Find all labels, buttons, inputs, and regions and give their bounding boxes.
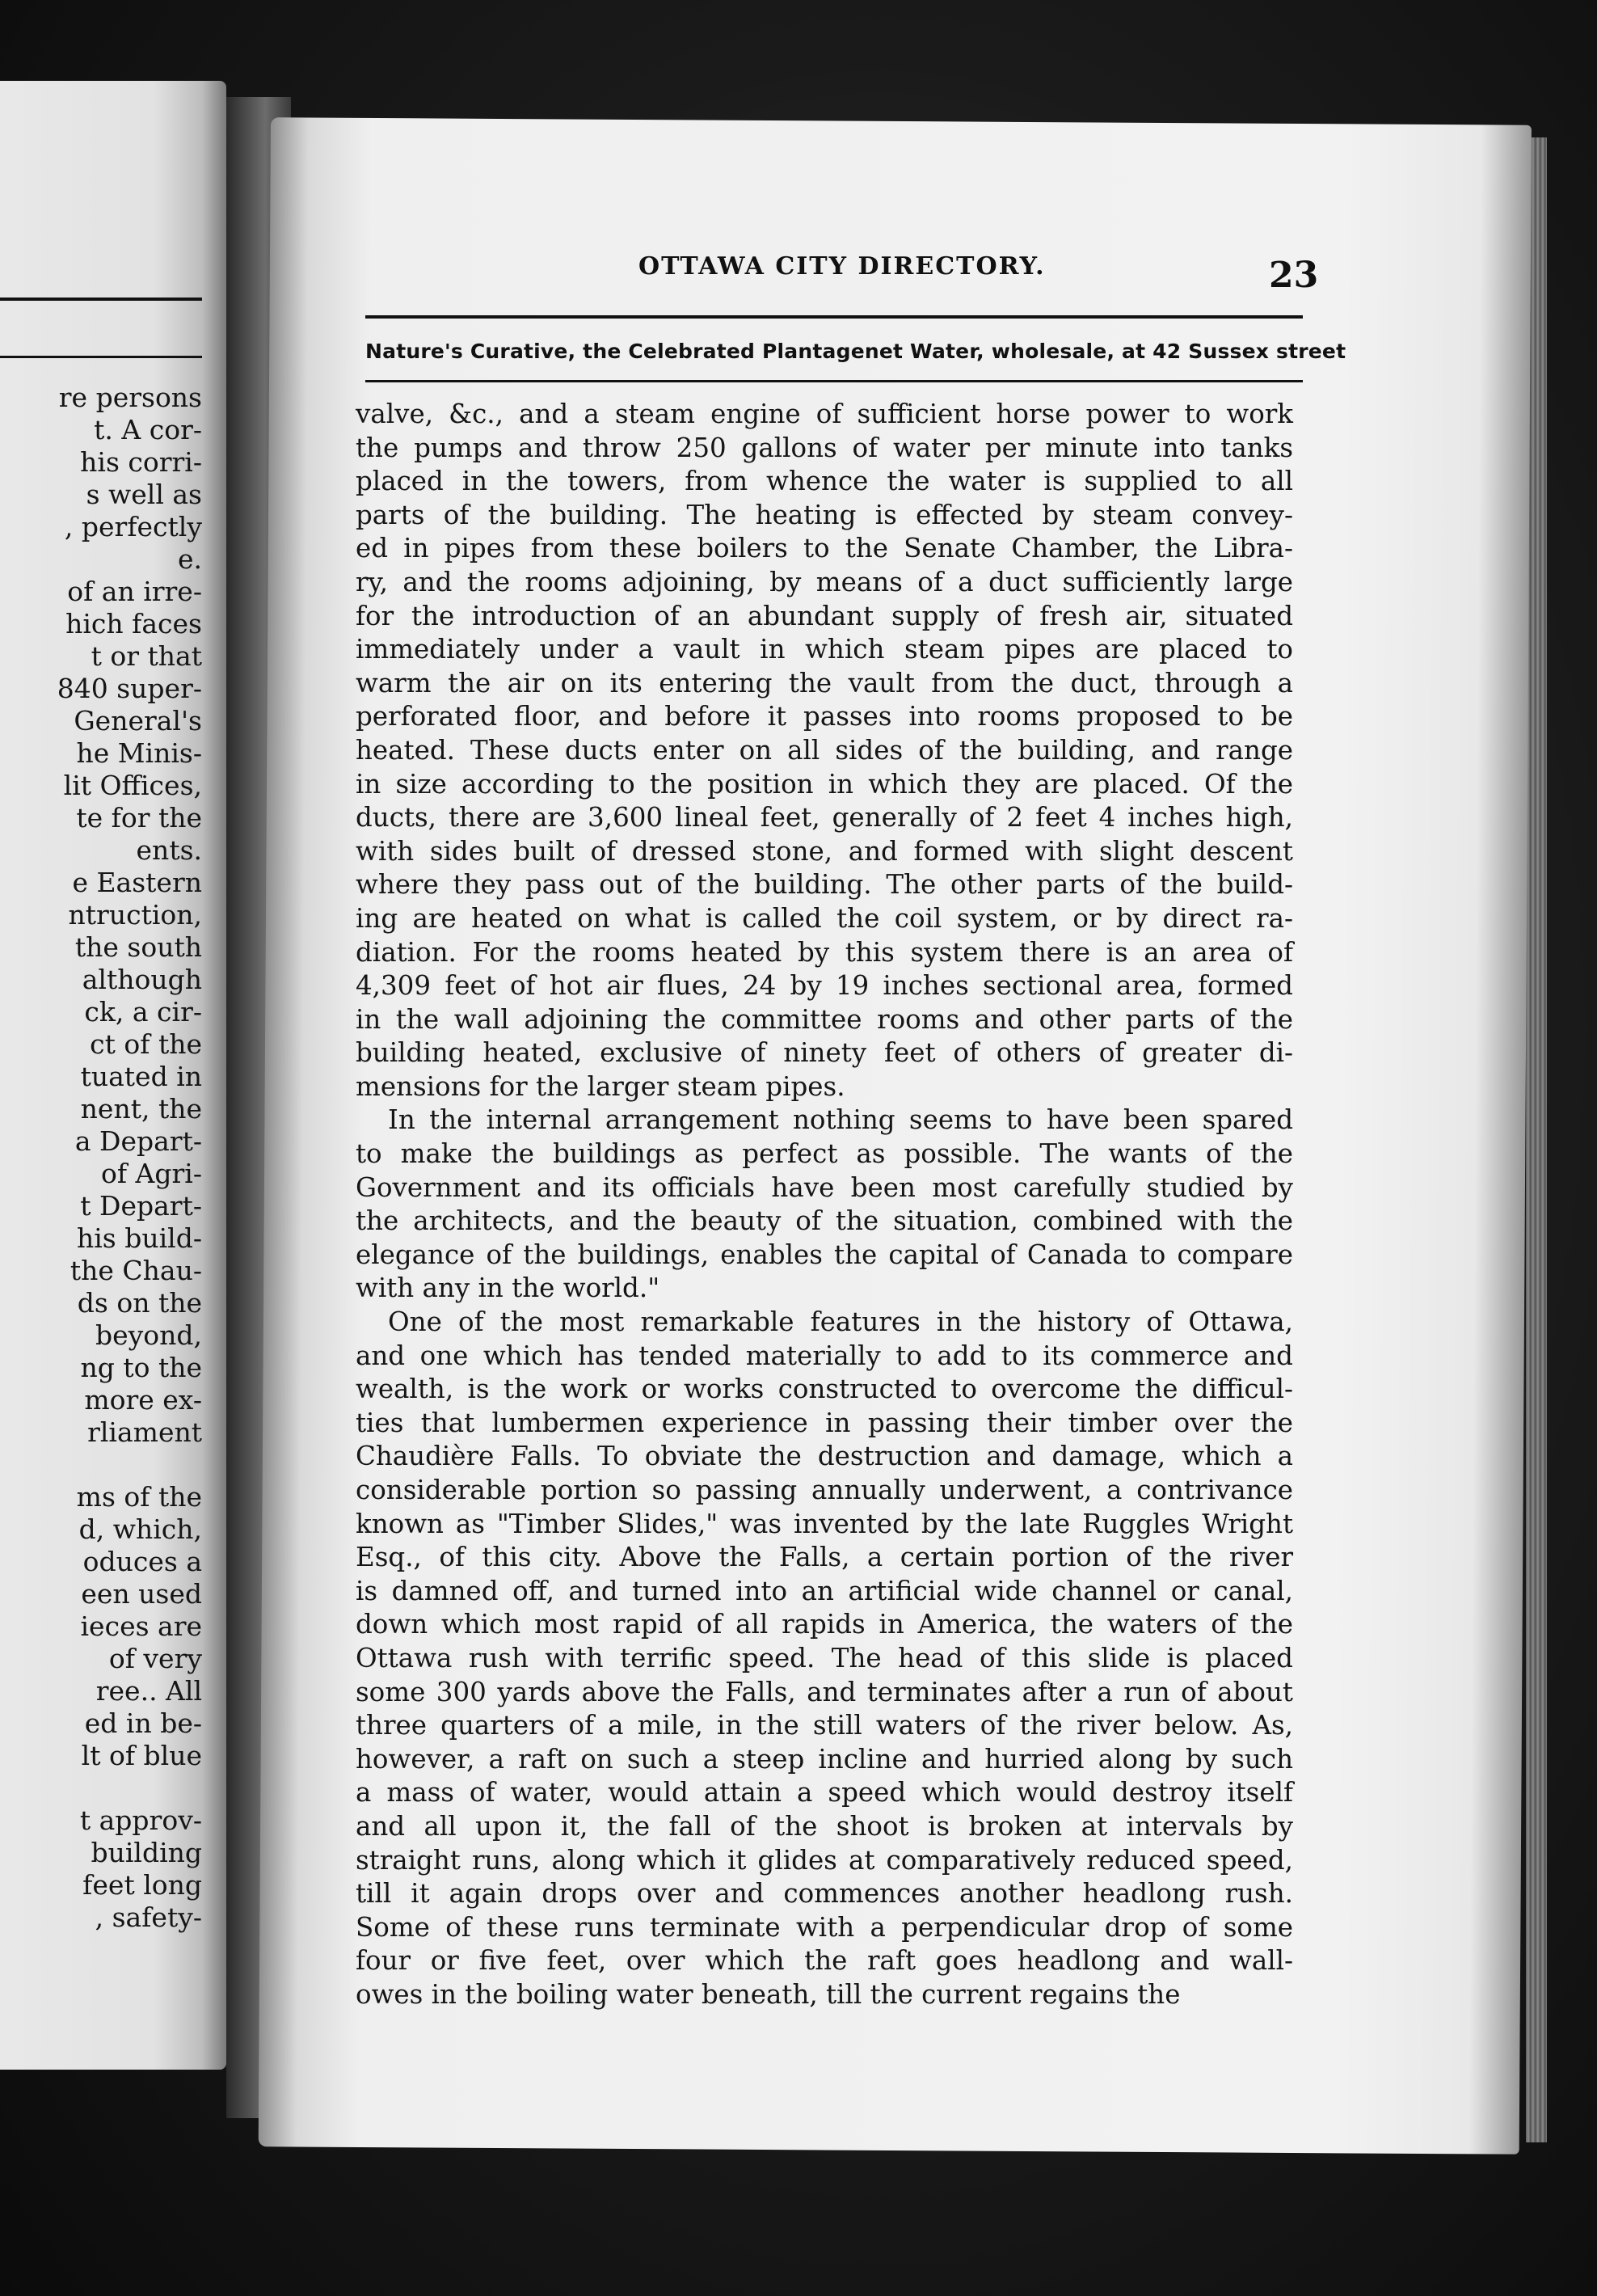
text-line: One of the most remarkable features in the history of Ottawa, (388, 1306, 1293, 1338)
left-page-line: nent, the (80, 1093, 202, 1125)
left-page-line: ck, a cir- (84, 996, 202, 1028)
left-page-line (0, 1449, 202, 1481)
left-page-line: his corri- (80, 446, 202, 478)
left-page-line: his build- (77, 1222, 202, 1254)
left-page-line: lit Offices, (63, 770, 202, 801)
text-line: in size according to the position in which they are placed. Of the (356, 768, 1293, 800)
left-page-line: of an irre- (67, 576, 202, 607)
text-line: with any in the world." (356, 1273, 660, 1304)
text-line: mensions for the larger steam pipes. (356, 1070, 845, 1102)
text-line: Government and its officials have been most carefully studied by (356, 1171, 1293, 1203)
text-line: Some of these runs terminate with a perpendicular drop of some (356, 1911, 1293, 1943)
left-page-line: t. A cor- (94, 414, 202, 445)
text-line: and all upon it, the fall of the shoot is broken at intervals by (356, 1810, 1293, 1842)
text-line: ducts, there are 3,600 lineal feet, generally of 2 feet 4 inches high, (356, 802, 1293, 834)
text-line: the architects, and the beauty of the situation, combined with the (356, 1205, 1293, 1237)
left-page-line: ms of the (76, 1481, 202, 1513)
left-page-line: a Depart- (74, 1125, 202, 1157)
left-page-line: e. (177, 543, 202, 575)
left-page-line (0, 1772, 202, 1804)
text-line: placed in the towers, from whence the water is supplied to all (356, 466, 1293, 497)
left-page-line: ents. (136, 834, 202, 866)
text-line: with sides built of dressed stone, and formed with slight descent (356, 835, 1293, 867)
left-page-line: General's (74, 705, 202, 736)
left-page-line: tuated in (80, 1061, 202, 1092)
text-line: some 300 yards above the Falls, and terminates after a run of about (356, 1676, 1293, 1707)
text-line: till it again drops over and commences another headlong rush. (356, 1878, 1293, 1910)
advertisement-line: Nature's Curative, the Celebrated Plantagenet Water, wholesale, at 42 Sussex street (365, 340, 1346, 363)
left-page-line: lt of blue (81, 1740, 202, 1771)
text-line: three quarters of a mile, in the still waters of the river below. As, (356, 1710, 1293, 1741)
text-line: valve, &c., and a steam engine of sufficient horse power to work (356, 399, 1293, 429)
left-page-line: the Chau- (70, 1255, 202, 1286)
header-rule-top (365, 315, 1303, 319)
left-page-line: t approv- (79, 1804, 202, 1836)
running-head-title: OTTAWA CITY DIRECTORY. (638, 252, 1046, 281)
body-text (356, 398, 1293, 2012)
left-page-line: rliament (87, 1416, 202, 1448)
text-line: perforated floor, and before it passes into rooms proposed to be (356, 701, 1293, 732)
text-line: owes in the boiling water beneath, till the current regains the (356, 1978, 1181, 2010)
left-page-line: building (91, 1837, 202, 1868)
text-line: ed in pipes from these boilers to the Senate Chamber, the Libra- (356, 533, 1293, 564)
left-page-line: although (82, 964, 202, 995)
text-line: ties that lumbermen experience in passing their timber over the (356, 1407, 1293, 1438)
text-line: heated. These ducts enter on all sides of the building, and range (356, 734, 1293, 766)
text-line: however, a raft on such a steep incline and hurried along by such (356, 1743, 1293, 1775)
left-page-text (0, 382, 202, 1934)
left-page-line: more ex- (84, 1384, 202, 1416)
left-page-line: ds on the (77, 1287, 202, 1319)
text-line: considerable portion so passing annually underwent, a contrivance (356, 1475, 1293, 1505)
text-line: ry, and the rooms adjoining, by means of a duct sufficiently large (356, 566, 1293, 597)
left-page-rule-top (0, 298, 202, 301)
text-line: four or five feet, over which the raft goes headlong and wall- (356, 1945, 1293, 1977)
left-page-line: e Eastern (72, 867, 202, 898)
page-number: 23 (1269, 255, 1319, 296)
left-page (0, 81, 226, 2070)
text-line: straight runs, along which it glides at comparatively reduced speed, (356, 1844, 1293, 1876)
left-page-line: 840 super- (57, 673, 202, 704)
left-page-line: s well as (86, 479, 202, 510)
left-page-line: hich faces (65, 608, 202, 639)
text-line: known as "Timber Slides," was invented by the late Ruggles Wright (356, 1508, 1293, 1539)
left-page-line: ieces are (80, 1610, 202, 1642)
left-page-line: beyond, (95, 1319, 202, 1351)
left-page-line: of very (108, 1643, 202, 1674)
text-line: down which most rapid of all rapids in America, the waters of the (356, 1609, 1293, 1640)
text-line: Ottawa rush with terrific speed. The head of this slide is placed (356, 1642, 1293, 1673)
left-page-line: d, which, (78, 1513, 202, 1545)
text-line: immediately under a vault in which steam pipes are placed to (356, 634, 1293, 665)
text-line: Chaudière Falls. To obviate the destruction and damage, which a (356, 1441, 1293, 1472)
text-line: the pumps and throw 250 gallons of water per minute into tanks (356, 432, 1293, 463)
left-page-line: t or that (91, 640, 202, 672)
text-line: is damned off, and turned into an artificial wide channel or canal, (356, 1575, 1293, 1606)
text-line: 4,309 feet of hot air flues, 24 by 19 inches sectional area, formed (356, 970, 1293, 1002)
left-page-line: he Minis- (76, 737, 202, 769)
text-line: ing are heated on what is called the coil system, or by direct ra- (356, 902, 1293, 934)
left-page-line: , safety- (95, 1901, 202, 1933)
header-rule-bottom (365, 380, 1303, 382)
text-line: elegance of the buildings, enables the capital of Canada to compare (356, 1239, 1293, 1270)
left-page-line: t Depart- (80, 1190, 202, 1222)
text-line: in the wall adjoining the committee rooms and other parts of the (356, 1003, 1293, 1035)
left-page-line: of Agri- (100, 1158, 202, 1189)
left-page-line: ree.. All (95, 1675, 202, 1707)
left-page-line: oduces a (82, 1546, 202, 1577)
text-line: In the internal arrangement nothing seems to have been spared (388, 1104, 1293, 1136)
text-line: a mass of water, would attain a speed which would destroy itself (356, 1777, 1293, 1809)
text-line: parts of the building. The heating is effected by steam convey- (356, 499, 1293, 530)
left-page-line: een used (81, 1578, 202, 1610)
left-page-line: ntruction, (68, 899, 202, 931)
left-page-line: ng to the (80, 1352, 202, 1383)
left-page-line: re persons (58, 382, 202, 413)
left-page-line: the south (74, 931, 202, 963)
left-page-rule-bottom (0, 356, 202, 358)
text-line: and one which has tended materially to add to its commerce and (356, 1340, 1293, 1371)
left-page-line: , perfectly (64, 511, 202, 542)
left-page-line: ct of the (90, 1028, 202, 1060)
text-line: to make the buildings as perfect as possible. The wants of the (356, 1138, 1293, 1170)
text-line: Esq., of this city. Above the Falls, a certain portion of the river (356, 1542, 1293, 1573)
text-line: warm the air on its entering the vault from the duct, through a (356, 667, 1293, 699)
text-line: wealth, is the work or works constructed to overcome the difficul- (356, 1374, 1293, 1405)
text-line: for the introduction of an abundant supply of fresh air, situated (356, 600, 1293, 631)
text-line: where they pass out of the building. The other parts of the build- (356, 869, 1293, 901)
left-page-line: te for the (76, 802, 202, 834)
left-page-line: ed in be- (84, 1707, 202, 1739)
left-page-line: feet long (82, 1869, 202, 1901)
text-line: building heated, exclusive of ninety feet of others of greater di- (356, 1037, 1293, 1069)
text-line: diation. For the rooms heated by this system there is an area of (356, 936, 1293, 968)
